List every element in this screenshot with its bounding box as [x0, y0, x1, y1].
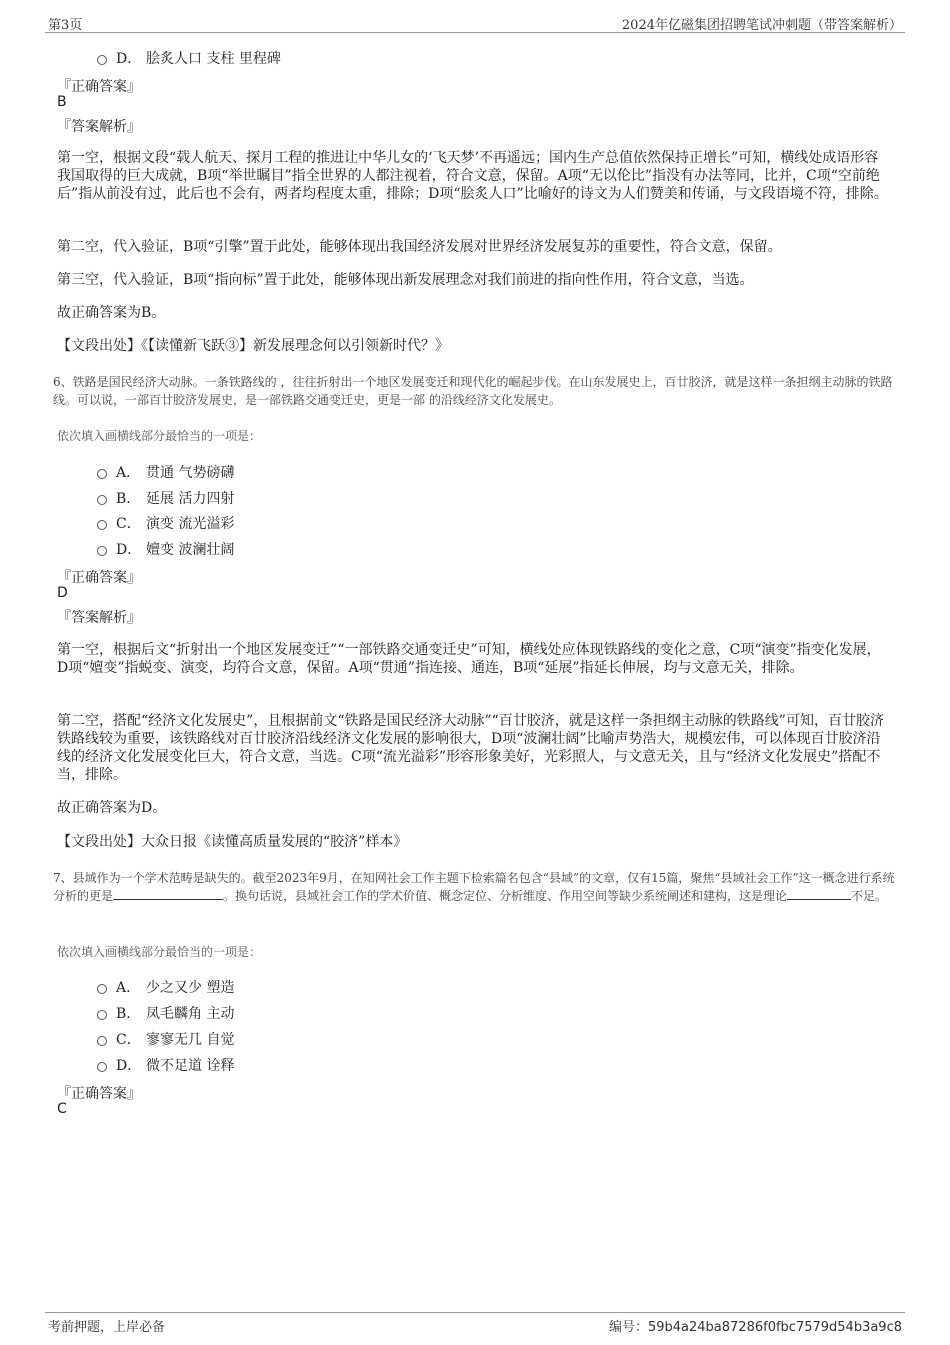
radio-icon[interactable] [97, 1062, 107, 1072]
document-title: 2024年亿磁集团招聘笔试冲刺题（带答案解析） [621, 18, 902, 33]
q6-analysis-conclusion: 故正确答案为D。 [57, 800, 167, 816]
q6-analysis-p2: 第二空，搭配“经济文化发展史”，且根据前文“铁路是国民经济大动脉”“百廿胶济，就是这样一条担纲主动脉的铁路线”可知，百廿胶济铁路线较为重要，该铁路线对百廿胶济沿线经济文化发展的影响很大，D项“波澜壮阔”比喻声势浩大，规模宏伟，可以体现百廿胶济沿线的经济文化发展变化巨大，符合文意，当选。C项“流光溢彩”形容形象美好，光彩照人，与文意无关，且与“经济文化发展史”搭配不当，排除。 [57, 713, 884, 783]
q7-option-d[interactable]: D． 微不足道 诠释 [97, 1055, 234, 1075]
q6-source: 【文段出处】大众日报《读懂高质量发展的“胶济”样本》 [57, 834, 408, 850]
page-footer [45, 1312, 905, 1335]
q7-option-a[interactable]: A． 少之又少 塑造 [97, 977, 234, 997]
q6-answer: D [57, 585, 68, 601]
q6-analysis-p1: 第一空，根据后文“折射出一个地区发展变迁”“一部铁路交通变迁史”可知，横线处应体现铁路线的变化之意，C项“演变”指变化发展，D项“嬗变”指蜕变、演变，均符合文意，保留。A项“贯通”指连接、通连，B项“延展”指延长伸展，均与文意无关，排除。 [57, 642, 881, 676]
q7-option-c[interactable]: C． 寥寥无几 自觉 [97, 1029, 234, 1049]
blank-1 [113, 887, 223, 900]
page-number: 第3页 [48, 18, 83, 33]
q6-analysis-label: 『答案解析』 [57, 610, 141, 626]
radio-icon[interactable] [97, 55, 107, 65]
blank-2 [787, 887, 851, 900]
footer-serial: 编号：59b4a24ba87286f0fbc7579d54b3a9c8 [608, 1320, 902, 1335]
q5-analysis-p1: 第一空，根据文段“载人航天、探月工程的推进让中华儿女的‘飞天梦’不再遥远；国内生产总值依然保持正增长”可知，横线处成语形容我国取得的巨大成就，B项“举世瞩目”指全世界的人都注视着，符合文意，保留。A项“无以伦比”指没有办法等同，比并，C项“空前绝后”指从前没有过，此后也不会有，两者均程度太重，排除；D项“脍炙人口”比喻好的诗文为人们赞美和传诵，与文段语境不符，排除。 [57, 150, 888, 202]
radio-icon[interactable] [97, 1036, 107, 1046]
radio-icon[interactable] [97, 495, 107, 505]
q7-instruction: 依次填入画横线部分最恰当的一项是： [57, 945, 262, 959]
q5-analysis-p2: 第二空，代入验证，B项“引擎”置于此处，能够体现出我国经济发展对世界经济发展复苏的重要性，符合文意，保留。 [57, 239, 782, 255]
q7-answer-label: 『正确答案』 [57, 1086, 141, 1102]
radio-icon[interactable] [97, 984, 107, 994]
q6-option-a[interactable]: A． 贯通 气势磅礴 [97, 462, 234, 482]
radio-icon[interactable] [97, 546, 107, 556]
page-header [45, 14, 905, 33]
q5-analysis-conclusion: 故正确答案为B。 [57, 305, 166, 321]
q6-answer-label: 『正确答案』 [57, 570, 141, 586]
q5-analysis-label: 『答案解析』 [57, 119, 141, 135]
q5-answer-label: 『正确答案』 [57, 79, 141, 95]
radio-icon[interactable] [97, 520, 107, 530]
radio-icon[interactable] [97, 469, 107, 479]
footer-motto: 考前押题，上岸必备 [48, 1320, 166, 1335]
radio-icon[interactable] [97, 1010, 107, 1020]
q7-stem: 7、县域作为一个学术范畴是缺失的。截至2023年9月，在知网社会工作主题下检索篇名包含“县域”的文章，仅有15篇，聚焦“县域社会工作”这一概念进行系统分析的更是 。换句话说，县域社会工作的学术价值、概念定位、分析维度、作用空间等缺少系统阐述和建构，这是理论 不足。 [53, 871, 895, 903]
q6-stem: 6、铁路是国民经济大动脉。一条铁路线的 ，往往折射出一个地区发展变迁和现代化的崛起步伐。在山东发展史上，百廿胶济，就是这样一条担纲主动脉的铁路线。可以说，一部百廿胶济发展史，是一部铁路交通变迁史，更是一部 的沿线经济文化发展史。 [53, 375, 893, 407]
q7-option-b[interactable]: B． 凤毛麟角 主动 [97, 1003, 234, 1023]
q6-option-c[interactable]: C． 演变 流光溢彩 [97, 513, 234, 533]
q5-analysis-p3: 第三空，代入验证，B项“指向标”置于此处，能够体现出新发展理念对我们前进的指向性作用，符合文意，当选。 [57, 272, 754, 288]
q7-answer: C [57, 1101, 67, 1117]
q6-option-d[interactable]: D． 嬗变 波澜壮阔 [97, 539, 234, 559]
q5-option-d[interactable]: D． 脍炙人口 支柱 里程碑 [97, 48, 281, 68]
q5-answer: B [57, 94, 67, 110]
q6-option-b[interactable]: B． 延展 活力四射 [97, 488, 234, 508]
q5-source: 【文段出处】《【读懂新飞跃③】新发展理念何以引领新时代？》 [57, 338, 449, 354]
q6-instruction: 依次填入画横线部分最恰当的一项是： [57, 429, 262, 443]
